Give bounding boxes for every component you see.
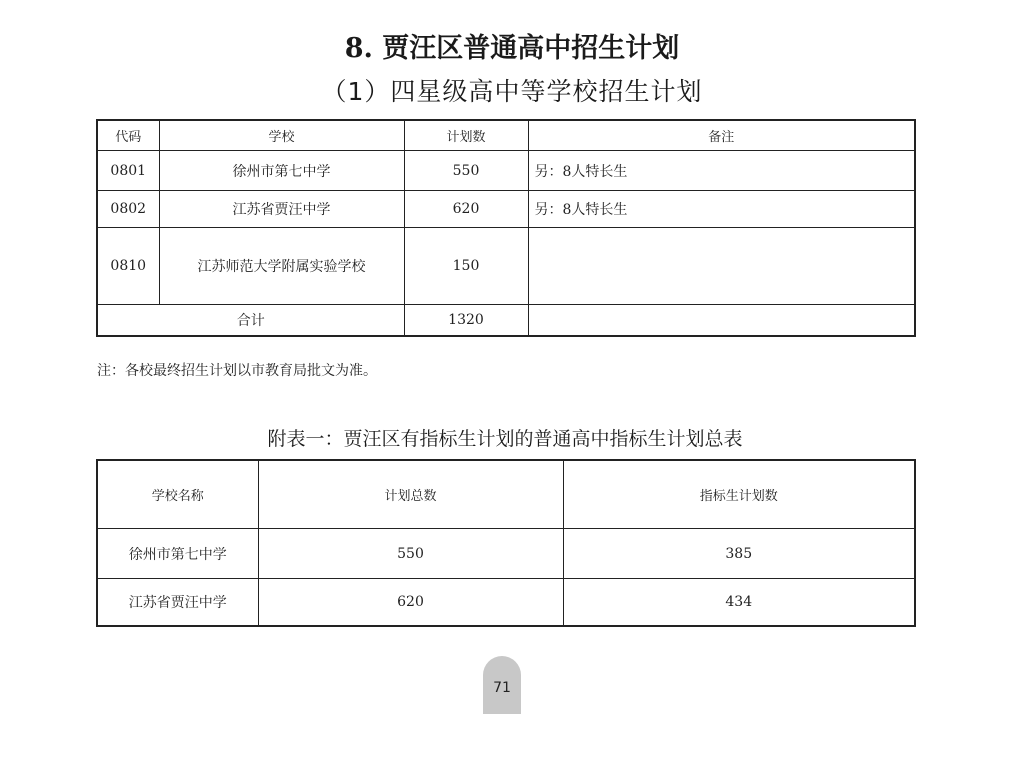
cell-school: 江苏师范大学附属实验学校 [159, 228, 404, 305]
page-number-tab [483, 656, 521, 714]
cell-plan: 150 [404, 228, 528, 305]
header-code: 代码 [97, 120, 159, 151]
table-row [97, 228, 915, 305]
cell-plan: 550 [404, 151, 528, 191]
header-school-name: 学校名称 [97, 460, 258, 529]
page-title: 8. 贾汪区普通高中招生计划 [344, 33, 680, 64]
footnote: 注：各校最终招生计划以市教育局批文为准。 [97, 363, 377, 379]
cell-total: 620 [258, 579, 563, 626]
quota-plan-table [96, 459, 916, 627]
header-total-plan: 计划总数 [258, 460, 563, 529]
cell-remark: 另：8人特长生 [528, 151, 915, 191]
header-school: 学校 [159, 120, 404, 151]
table-row [97, 529, 915, 579]
cell-quota: 434 [563, 579, 915, 626]
page-number: 71 [493, 680, 511, 696]
cell-total: 550 [258, 529, 563, 579]
cell-total-plan: 1320 [404, 305, 528, 336]
cell-code: 0801 [97, 151, 159, 191]
header-remark: 备注 [528, 120, 915, 151]
cell-code: 0802 [97, 191, 159, 228]
cell-school: 徐州市第七中学 [97, 529, 258, 579]
table-header-row [97, 120, 915, 151]
table-row [97, 191, 915, 228]
cell-remark [528, 228, 915, 305]
cell-plan: 620 [404, 191, 528, 228]
section-subtitle: （1）四星级高中等学校招生计划 [321, 77, 703, 106]
cell-school: 江苏省贾汪中学 [97, 579, 258, 626]
cell-remark: 另：8人特长生 [528, 191, 915, 228]
cell-total-remark [528, 305, 915, 336]
table-row [97, 579, 915, 626]
cell-school: 江苏省贾汪中学 [159, 191, 404, 228]
cell-code: 0810 [97, 228, 159, 305]
cell-total-label: 合计 [97, 305, 404, 336]
table-header-row [97, 460, 915, 529]
cell-school: 徐州市第七中学 [159, 151, 404, 191]
header-quota-plan: 指标生计划数 [563, 460, 915, 529]
table-total-row [97, 305, 915, 336]
appendix-title: 附表一：贾汪区有指标生计划的普通高中指标生计划总表 [267, 428, 743, 450]
header-plan: 计划数 [404, 120, 528, 151]
enrollment-plan-table [96, 119, 916, 337]
cell-quota: 385 [563, 529, 915, 579]
table-row [97, 151, 915, 191]
